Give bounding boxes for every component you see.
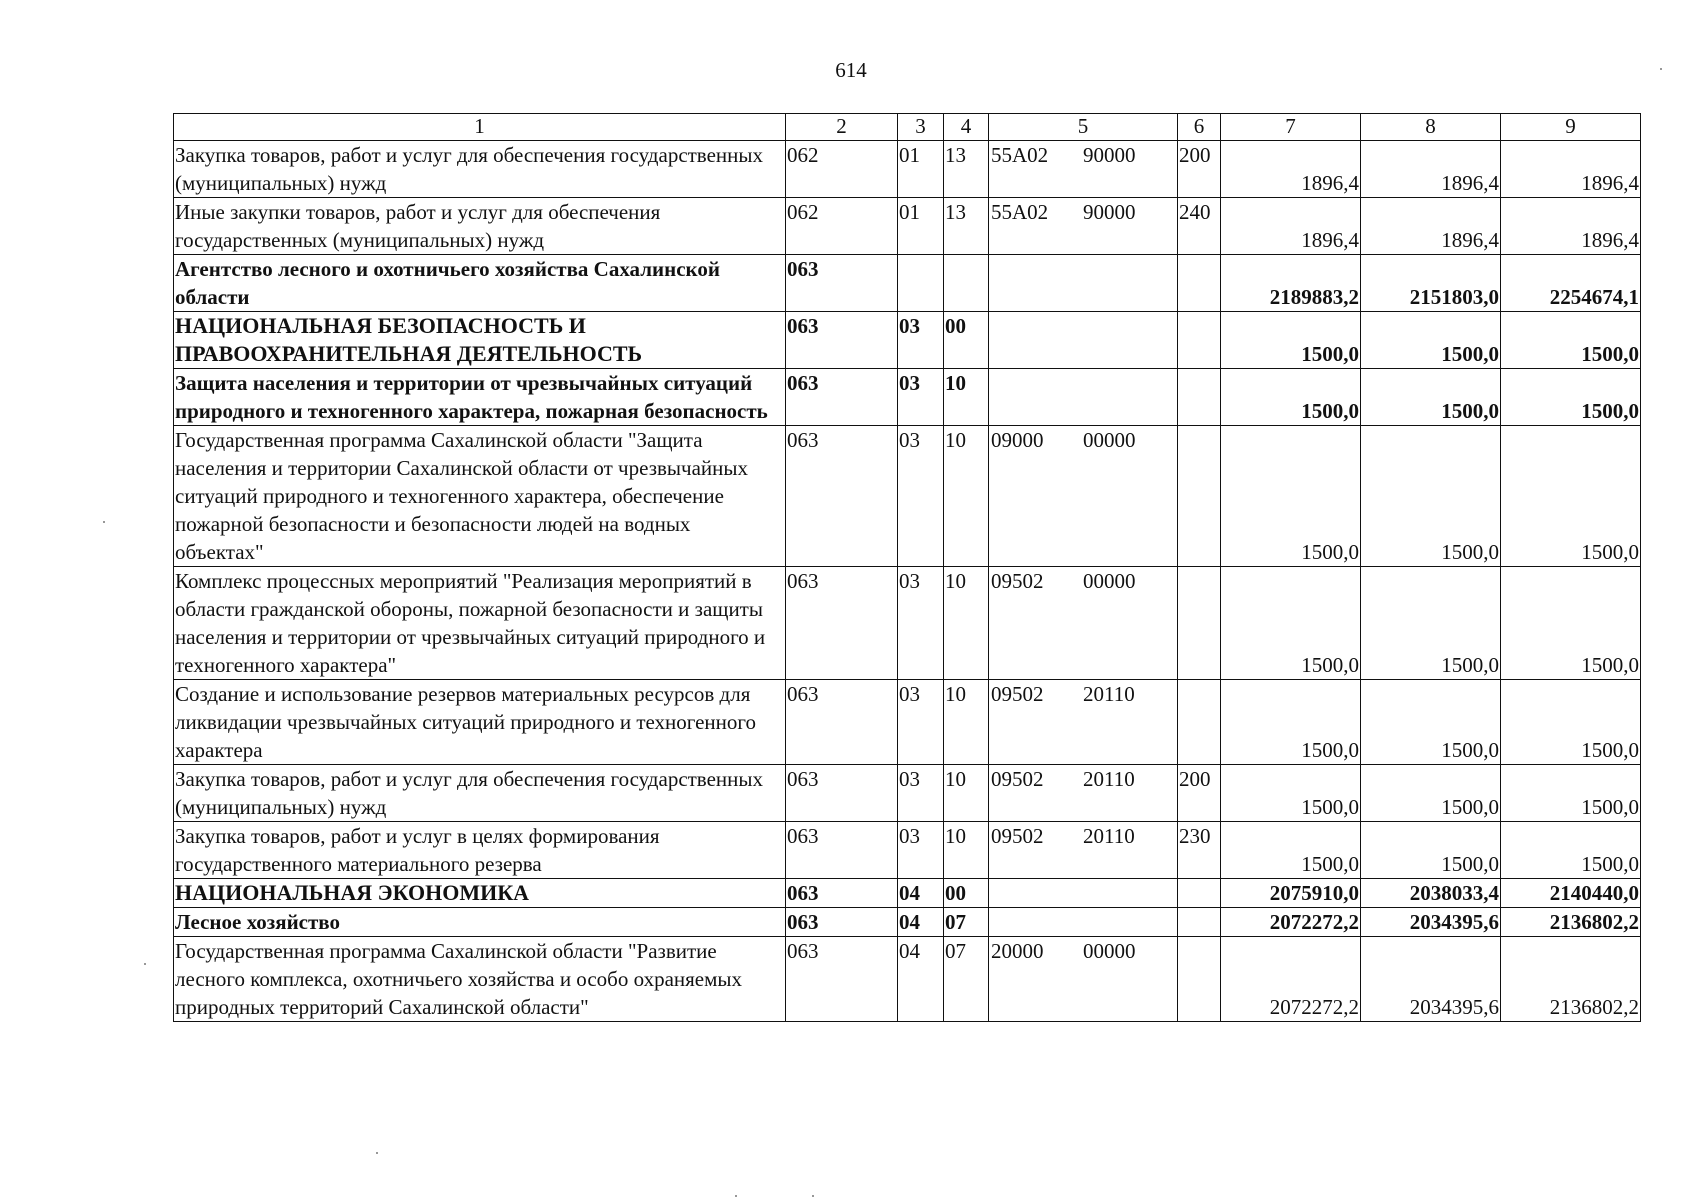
row-expense-type-cell: 200 — [1178, 765, 1221, 822]
row-subsection-code-cell — [944, 255, 989, 312]
budget-table — [173, 113, 1641, 1022]
row-section-code-cell: 03 — [898, 567, 944, 680]
row-amount-year3-cell: 2254674,1 — [1501, 255, 1641, 312]
row-amount-year2-cell: 1896,4 — [1361, 141, 1501, 198]
row-amount-year2-cell: 1500,0 — [1361, 765, 1501, 822]
row-name-cell: Закупка товаров, работ и услуг для обеспечения государственных (муниципальных) нужд — [174, 765, 786, 822]
target-article-program-code: 55А02 — [991, 143, 1049, 167]
target-article-direction-code: 00000 — [1083, 428, 1136, 452]
row-section-code-cell — [898, 255, 944, 312]
target-article-program-code: 20000 — [991, 939, 1044, 963]
row-name-cell: Государственная программа Сахалинской области "Защита населения и территории Сахалинской области от чрезвычайных ситуаций природного и техногенного характера, обеспечение пожарной безопасности и безопасности людей на водных объектах" — [174, 426, 786, 567]
table-row — [174, 908, 1641, 937]
row-expense-type-cell — [1178, 567, 1221, 680]
row-amount-year3-cell: 1500,0 — [1501, 567, 1641, 680]
row-subsection-code-cell: 07 — [944, 908, 989, 937]
row-amount-year2-cell: 2038033,4 — [1361, 879, 1501, 908]
row-target-article-cell — [989, 369, 1178, 426]
row-amount-year3-cell: 2136802,2 — [1501, 937, 1641, 1022]
row-name-cell: Закупка товаров, работ и услуг для обеспечения государственных (муниципальных) нужд — [174, 141, 786, 198]
row-amount-year3-cell: 2140440,0 — [1501, 879, 1641, 908]
row-amount-year3-cell: 1500,0 — [1501, 765, 1641, 822]
row-subsection-code-cell: 13 — [944, 141, 989, 198]
row-target-article-cell — [989, 680, 1178, 765]
table-row — [174, 765, 1641, 822]
target-article-direction-code: 00000 — [1083, 569, 1136, 593]
row-section-code-cell: 03 — [898, 680, 944, 765]
row-amount-year1-cell: 2189883,2 — [1221, 255, 1361, 312]
row-amount-year3-cell: 2136802,2 — [1501, 908, 1641, 937]
row-target-article-cell — [989, 312, 1178, 369]
scan-speck — [735, 1195, 737, 1197]
row-amount-year3-cell: 1896,4 — [1501, 141, 1641, 198]
row-amount-year1-cell: 1500,0 — [1221, 426, 1361, 567]
target-article-direction-code: 20110 — [1083, 682, 1135, 706]
column-header: 9 — [1501, 114, 1641, 141]
row-gr-code-cell: 063 — [786, 680, 898, 765]
row-section-code-cell: 01 — [898, 141, 944, 198]
column-header: 2 — [786, 114, 898, 141]
row-target-article-cell — [989, 426, 1178, 567]
row-gr-code-cell: 063 — [786, 937, 898, 1022]
row-amount-year1-cell: 2072272,2 — [1221, 908, 1361, 937]
row-section-code-cell: 03 — [898, 312, 944, 369]
row-amount-year3-cell: 1896,4 — [1501, 198, 1641, 255]
row-subsection-code-cell: 13 — [944, 198, 989, 255]
row-amount-year2-cell: 1500,0 — [1361, 680, 1501, 765]
row-section-code-cell: 03 — [898, 369, 944, 426]
row-amount-year2-cell: 2151803,0 — [1361, 255, 1501, 312]
row-gr-code-cell: 062 — [786, 198, 898, 255]
target-article-program-code: 55А02 — [991, 200, 1049, 224]
row-section-code-cell: 04 — [898, 908, 944, 937]
row-gr-code-cell: 063 — [786, 908, 898, 937]
table-row — [174, 255, 1641, 312]
row-name-cell: Комплекс процессных мероприятий "Реализация мероприятий в области гражданской обороны, пожарной безопасности и защиты населения и территории от чрезвычайных ситуаций природного и техногенного характера" — [174, 567, 786, 680]
row-amount-year3-cell: 1500,0 — [1501, 680, 1641, 765]
row-gr-code-cell: 063 — [786, 255, 898, 312]
row-expense-type-cell — [1178, 680, 1221, 765]
column-header: 4 — [944, 114, 989, 141]
row-amount-year2-cell: 1896,4 — [1361, 198, 1501, 255]
scan-speck — [812, 1195, 814, 1197]
row-expense-type-cell — [1178, 312, 1221, 369]
row-gr-code-cell: 063 — [786, 567, 898, 680]
table-row — [174, 680, 1641, 765]
column-header: 7 — [1221, 114, 1361, 141]
row-amount-year2-cell: 1500,0 — [1361, 426, 1501, 567]
row-name-cell: Закупка товаров, работ и услуг в целях формирования государственного материального резерва — [174, 822, 786, 879]
row-amount-year1-cell: 1500,0 — [1221, 822, 1361, 879]
row-amount-year2-cell: 2034395,6 — [1361, 937, 1501, 1022]
column-header: 6 — [1178, 114, 1221, 141]
scan-speck — [144, 963, 146, 965]
row-amount-year3-cell: 1500,0 — [1501, 822, 1641, 879]
row-gr-code-cell: 063 — [786, 369, 898, 426]
row-subsection-code-cell: 10 — [944, 426, 989, 567]
row-subsection-code-cell: 10 — [944, 680, 989, 765]
row-expense-type-cell — [1178, 879, 1221, 908]
column-number-header — [174, 114, 1641, 141]
row-gr-code-cell: 062 — [786, 141, 898, 198]
row-amount-year2-cell: 1500,0 — [1361, 822, 1501, 879]
row-amount-year2-cell: 1500,0 — [1361, 369, 1501, 426]
target-article-direction-code: 20110 — [1083, 824, 1135, 848]
row-expense-type-cell: 240 — [1178, 198, 1221, 255]
row-gr-code-cell: 063 — [786, 312, 898, 369]
row-amount-year1-cell: 2072272,2 — [1221, 937, 1361, 1022]
row-subsection-code-cell: 10 — [944, 822, 989, 879]
row-name-cell: Создание и использование резервов материальных ресурсов для ликвидации чрезвычайных ситуаций природного и техногенного характера — [174, 680, 786, 765]
row-section-code-cell: 03 — [898, 765, 944, 822]
target-article-direction-code: 20110 — [1083, 767, 1135, 791]
column-header: 8 — [1361, 114, 1501, 141]
row-amount-year1-cell: 1500,0 — [1221, 312, 1361, 369]
target-article-program-code: 09502 — [991, 682, 1044, 706]
row-subsection-code-cell: 10 — [944, 765, 989, 822]
row-amount-year2-cell: 1500,0 — [1361, 567, 1501, 680]
row-expense-type-cell — [1178, 369, 1221, 426]
row-name-cell: Агентство лесного и охотничьего хозяйства Сахалинской области — [174, 255, 786, 312]
target-article-direction-code: 90000 — [1083, 143, 1136, 167]
row-amount-year1-cell: 2075910,0 — [1221, 879, 1361, 908]
row-section-code-cell: 04 — [898, 879, 944, 908]
table-row — [174, 822, 1641, 879]
row-amount-year3-cell: 1500,0 — [1501, 369, 1641, 426]
page-number: 614 — [835, 58, 867, 82]
row-section-code-cell: 03 — [898, 822, 944, 879]
column-header: 5 — [989, 114, 1178, 141]
row-gr-code-cell: 063 — [786, 765, 898, 822]
table-row — [174, 426, 1641, 567]
target-article-direction-code: 90000 — [1083, 200, 1136, 224]
row-amount-year1-cell: 1500,0 — [1221, 369, 1361, 426]
row-gr-code-cell: 063 — [786, 426, 898, 567]
row-expense-type-cell — [1178, 937, 1221, 1022]
row-expense-type-cell: 230 — [1178, 822, 1221, 879]
row-amount-year1-cell: 1500,0 — [1221, 680, 1361, 765]
table-row — [174, 141, 1641, 198]
target-article-program-code: 09502 — [991, 824, 1044, 848]
column-header: 3 — [898, 114, 944, 141]
row-subsection-code-cell: 10 — [944, 567, 989, 680]
row-subsection-code-cell: 10 — [944, 369, 989, 426]
row-expense-type-cell — [1178, 255, 1221, 312]
row-name-cell: НАЦИОНАЛЬНАЯ ЭКОНОМИКА — [174, 879, 786, 908]
row-subsection-code-cell: 00 — [944, 312, 989, 369]
row-target-article-cell — [989, 937, 1178, 1022]
row-target-article-cell — [989, 879, 1178, 908]
row-amount-year1-cell: 1500,0 — [1221, 567, 1361, 680]
row-section-code-cell: 01 — [898, 198, 944, 255]
row-amount-year2-cell: 1500,0 — [1361, 312, 1501, 369]
row-target-article-cell — [989, 567, 1178, 680]
row-amount-year3-cell: 1500,0 — [1501, 426, 1641, 567]
scan-speck — [1660, 68, 1662, 70]
row-amount-year2-cell: 2034395,6 — [1361, 908, 1501, 937]
scan-speck — [376, 1152, 378, 1154]
row-target-article-cell — [989, 908, 1178, 937]
row-name-cell: Лесное хозяйство — [174, 908, 786, 937]
table-row — [174, 937, 1641, 1022]
target-article-program-code: 09000 — [991, 428, 1044, 452]
table-body — [174, 141, 1641, 1022]
table-row — [174, 567, 1641, 680]
target-article-program-code: 09502 — [991, 569, 1044, 593]
row-name-cell: Защита населения и территории от чрезвычайных ситуаций природного и техногенного характера, пожарная безопасность — [174, 369, 786, 426]
row-target-article-cell — [989, 822, 1178, 879]
target-article-program-code: 09502 — [991, 767, 1044, 791]
row-amount-year1-cell: 1896,4 — [1221, 141, 1361, 198]
row-section-code-cell: 04 — [898, 937, 944, 1022]
row-name-cell: Государственная программа Сахалинской области "Развитие лесного комплекса, охотничьего хозяйства и особо охраняемых природных территорий Сахалинской области" — [174, 937, 786, 1022]
row-target-article-cell — [989, 198, 1178, 255]
column-header: 1 — [174, 114, 786, 141]
row-name-cell: Иные закупки товаров, работ и услуг для обеспечения государственных (муниципальных) нужд — [174, 198, 786, 255]
row-gr-code-cell: 063 — [786, 822, 898, 879]
row-gr-code-cell: 063 — [786, 879, 898, 908]
row-target-article-cell — [989, 255, 1178, 312]
row-expense-type-cell: 200 — [1178, 141, 1221, 198]
row-amount-year1-cell: 1500,0 — [1221, 765, 1361, 822]
table-row — [174, 312, 1641, 369]
row-target-article-cell — [989, 765, 1178, 822]
table-row — [174, 198, 1641, 255]
table-row — [174, 879, 1641, 908]
row-subsection-code-cell: 07 — [944, 937, 989, 1022]
row-target-article-cell — [989, 141, 1178, 198]
row-name-cell: НАЦИОНАЛЬНАЯ БЕЗОПАСНОСТЬ И ПРАВООХРАНИТЕЛЬНАЯ ДЕЯТЕЛЬНОСТЬ — [174, 312, 786, 369]
table-row — [174, 369, 1641, 426]
row-expense-type-cell — [1178, 908, 1221, 937]
row-section-code-cell: 03 — [898, 426, 944, 567]
row-subsection-code-cell: 00 — [944, 879, 989, 908]
row-expense-type-cell — [1178, 426, 1221, 567]
row-amount-year1-cell: 1896,4 — [1221, 198, 1361, 255]
row-amount-year3-cell: 1500,0 — [1501, 312, 1641, 369]
scan-speck — [103, 521, 105, 523]
target-article-direction-code: 00000 — [1083, 939, 1136, 963]
